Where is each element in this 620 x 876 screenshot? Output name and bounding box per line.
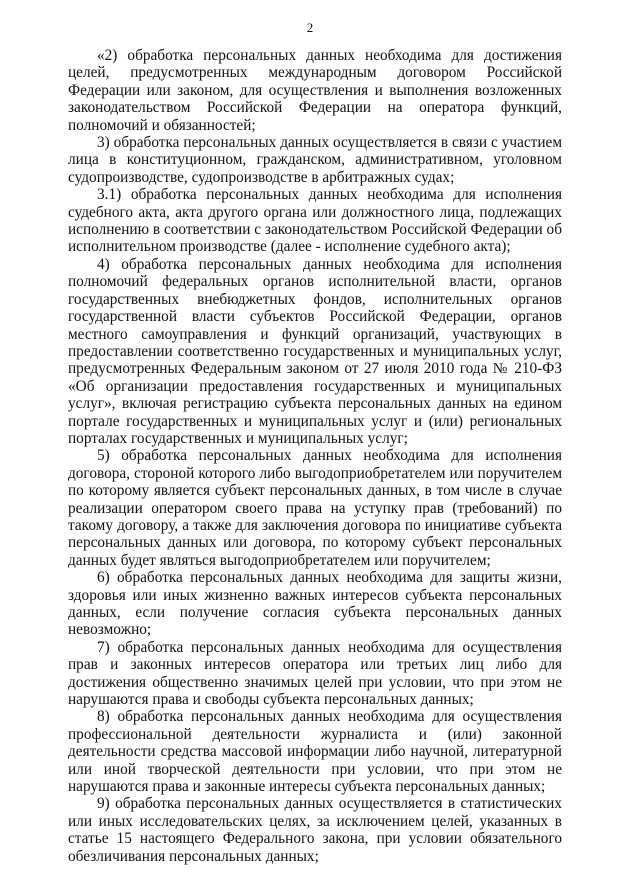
paragraph-item-3: 3) обработка персональных данных осуществляется в связи с участием лица в конституционном, гражданском, административном, уголовном судопроизводстве, судопроизводстве в арбитражных судах; <box>68 134 562 186</box>
paragraph-item-9: 9) обработка персональных данных осуществляется в статистических или иных исследовательских целях, за исключением целей, указанных в статье 15 настоящего Федерального закона, при условии обязательного обезличивания персональных данных; <box>68 795 562 865</box>
paragraph-item-8: 8) обработка персональных данных необходима для осуществления профессиональной деятельности журналиста и (или) законной деятельности средства массовой информации либо научной, литературной или иной творческой деятельности при условии, что при этом не нарушаются права и законные интересы субъекта персональных данных; <box>68 708 562 796</box>
paragraph-item-6: 6) обработка персональных данных необходима для защиты жизни, здоровья или иных жизненно важных интересов субъекта персональных данных, если получение согласия субъекта персональных данных невозможно; <box>68 569 562 639</box>
paragraph-item-5: 5) обработка персональных данных необходима для исполнения договора, стороной которого либо выгодоприобретателем или поручителем по которому является субъект персональных данных, в том числе в случае реализации оператором своего права на уступку прав (требований) по такому договору, а также для заключения договора по инициативе субъекта персональных данных или договора, по которому субъект персональных данных будет являться выгодоприобретателем или поручителем; <box>68 447 562 569</box>
document-body <box>68 47 562 865</box>
paragraph-item-2: «2) обработка персональных данных необходима для достижения целей, предусмотренных международным договором Российской Федерации или законом, для осуществления и выполнения возложенных законодательством Российской Федерации на оператора функций, полномочий и обязанностей; <box>68 47 562 134</box>
page-number: 2 <box>306 20 314 35</box>
paragraph-item-7: 7) обработка персональных данных необходима для осуществления прав и законных интересов оператора или третьих лиц либо для достижения общественно значимых целей при условии, что при этом не нарушаются права и свободы субъекта персональных данных; <box>68 638 562 709</box>
paragraph-item-3-1: 3.1) обработка персональных данных необходима для исполнения судебного акта, акта другого органа или должностного лица, подлежащих исполнению в соответствии с законодательством Российской Федерации об исполнительном производстве (далее - исполнение судебного акта); <box>68 186 562 256</box>
paragraph-item-4: 4) обработка персональных данных необходима для исполнения полномочий федеральных органов исполнительной власти, органов государственных внебюджетных фондов, исполнительных органов государственной власти субъектов Российской Федерации, органов местного самоуправления и функций организаций, участвующих в предоставлении соответственно государственных и муниципальных услуг, предусмотренных Федеральным законом от 27 июля 2010 года № 210-ФЗ «Об организации предоставления государственных и муниципальных услуг», включая регистрацию субъекта персональных данных на едином портале государственных и муниципальных услуг и (или) региональных порталах государственных и муниципальных услуг; <box>68 255 562 447</box>
